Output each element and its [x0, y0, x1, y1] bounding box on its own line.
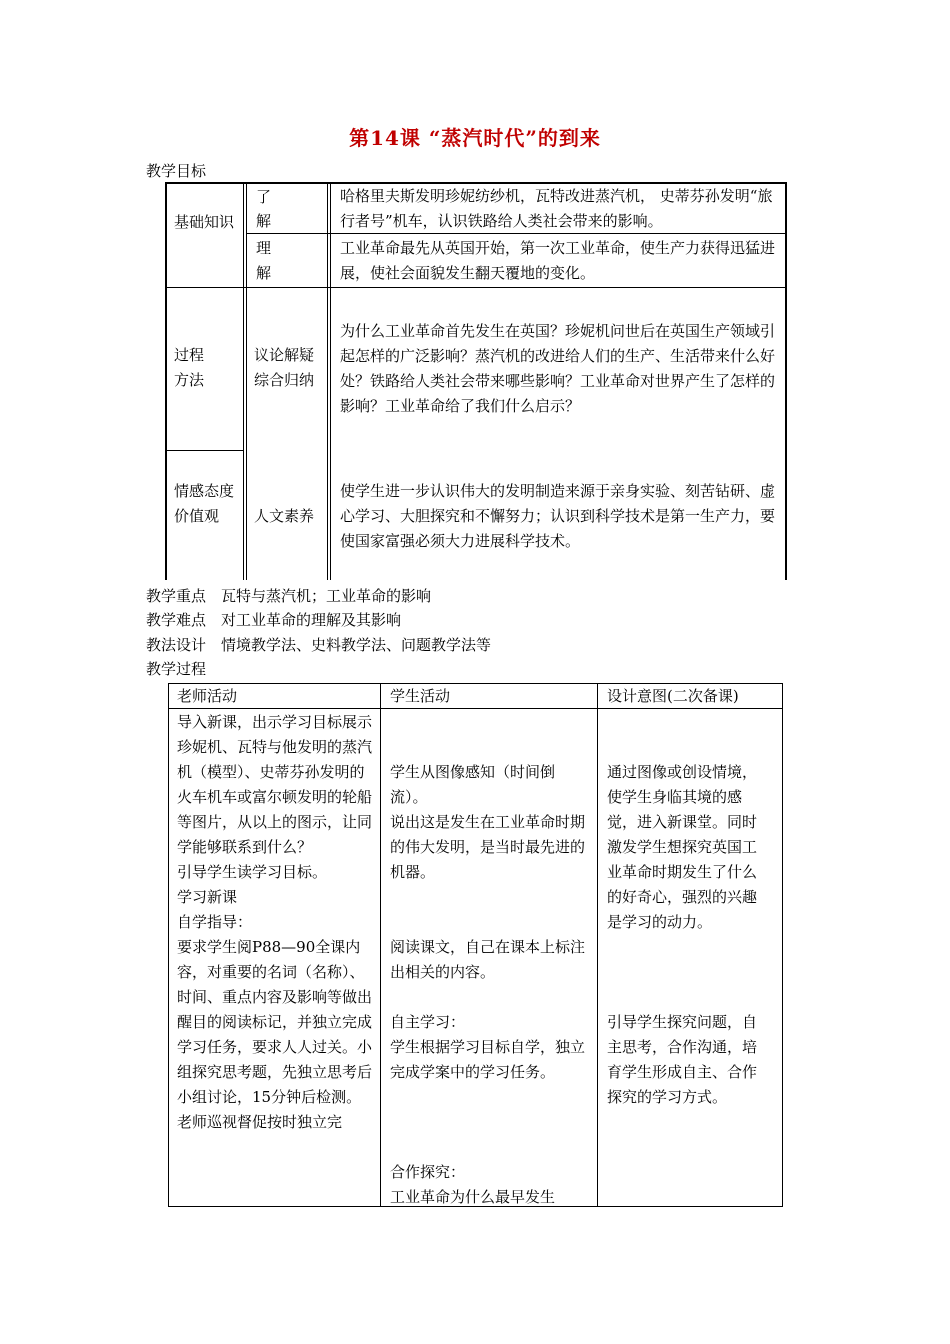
- objectives-heading: 教学目标: [146, 162, 207, 180]
- emotion-method: 人文素养: [254, 507, 315, 525]
- intent-2: 引导学生探究问题，自主思考，合作沟通，培育学生形成自主、合作探究的学习方式。: [607, 1013, 758, 1106]
- student-activity-6: 合作探究：: [390, 1163, 466, 1181]
- page-title: 第14课 “蒸汽时代”的到来: [349, 126, 601, 150]
- understand-text: 哈格里夫斯发明珍妮纺纱机，瓦特改进蒸汽机， 史蒂芬孙发明“旅行者号”机车，认识铁路给人类社会带来的影响。: [340, 187, 773, 230]
- header-intent: 设计意图(二次备课): [607, 687, 739, 705]
- teacher-item: 导入新课，出示学习目标展示珍妮机、瓦特与他发明的蒸汽机（模型）、史蒂芬孙发明的火车机车或富尔顿发明的轮船等图片，从以上的图示，让同学能够联系到什么？: [177, 713, 373, 856]
- method-design: 教法设计 情境教学法、史料教学法、问题教学法等: [146, 636, 492, 654]
- comprehend-label-text: 理解: [256, 239, 272, 282]
- student-activity-1: 学生从图像感知（时间倒流）。: [390, 763, 556, 806]
- teacher-item: 引导学生读学习目标。: [177, 863, 328, 881]
- comprehend-text: 工业革命最先从英国开始，第一次工业革命，使生产力获得迅猛进展，使社会面貌发生翻天覆地的变化。: [340, 239, 776, 282]
- process-text: 为什么工业革命首先发生在英国？珍妮机问世后在英国生产领域引起怎样的广泛影响？蒸汽机的改进给人们的生产、生活带来什么好处？铁路给人类社会带来哪些影响？工业革命对世界产生了怎样的影响？工业革命给了我们什么启示？: [340, 322, 776, 415]
- comprehend-label: [256, 236, 276, 286]
- emotion-label: 情感态度价值观: [174, 482, 235, 525]
- basic-knowledge-label: [174, 210, 236, 235]
- process-method: 议论解疑综合归纳: [254, 346, 315, 389]
- header-teacher: 老师活动: [177, 687, 238, 705]
- teacher-activities: [177, 710, 373, 1135]
- understand-label-text: 了解: [256, 188, 312, 230]
- teacher-item: 学习新课: [177, 888, 238, 906]
- process-heading: 教学过程: [146, 660, 207, 678]
- emotion-text: 使学生进一步认识伟大的发明制造来源于亲身实验、刻苦钻研、虚心学习、大胆探究和不懈努力；认识到科学技术是第一生产力，要使国家富强必须大力进展科学技术。: [340, 482, 776, 550]
- header-student: 学生活动: [390, 687, 451, 705]
- student-activity-3: 阅读课文，自己在课本上标注出相关的内容。: [390, 938, 586, 981]
- teacher-item: 老师巡视督促按时独立完: [177, 1113, 343, 1131]
- student-activity-4: 自主学习：: [390, 1013, 466, 1031]
- understand-label: [256, 185, 322, 233]
- student-activity-2: 说出这是发生在工业革命时期的伟大发明，是当时最先进的机器。: [390, 813, 586, 881]
- basic-knowledge-label-text: 基础知识: [174, 213, 235, 231]
- teacher-item: 自学指导：: [177, 913, 253, 931]
- difficulty: 教学难点 对工业革命的理解及其影响: [146, 611, 402, 629]
- key-point: 教学重点 瓦特与蒸汽机；工业革命的影响: [146, 587, 432, 605]
- student-activity-5: 学生根据学习目标自学，独立完成学案中的学习任务。: [390, 1038, 586, 1081]
- teacher-item: 要求学生阅P88—90全课内容，对重要的名词（名称）、时间、重点内容及影响等做出醒目的阅读标记，并独立完成学习任务，要求人人过关。小组探究思考题，先独立思考后小组讨论，15分钟后检测。: [177, 938, 373, 1106]
- student-activity-7: 工业革命为什么最早发生: [390, 1188, 556, 1206]
- intent-1: 通过图像或创设情境，使学生身临其境的感觉，进入新课堂。同时激发学生想探究英国工业革命时期发生了什么的好奇心，强烈的兴趣是学习的动力。: [607, 763, 758, 931]
- process-label: 过程方法: [174, 346, 205, 389]
